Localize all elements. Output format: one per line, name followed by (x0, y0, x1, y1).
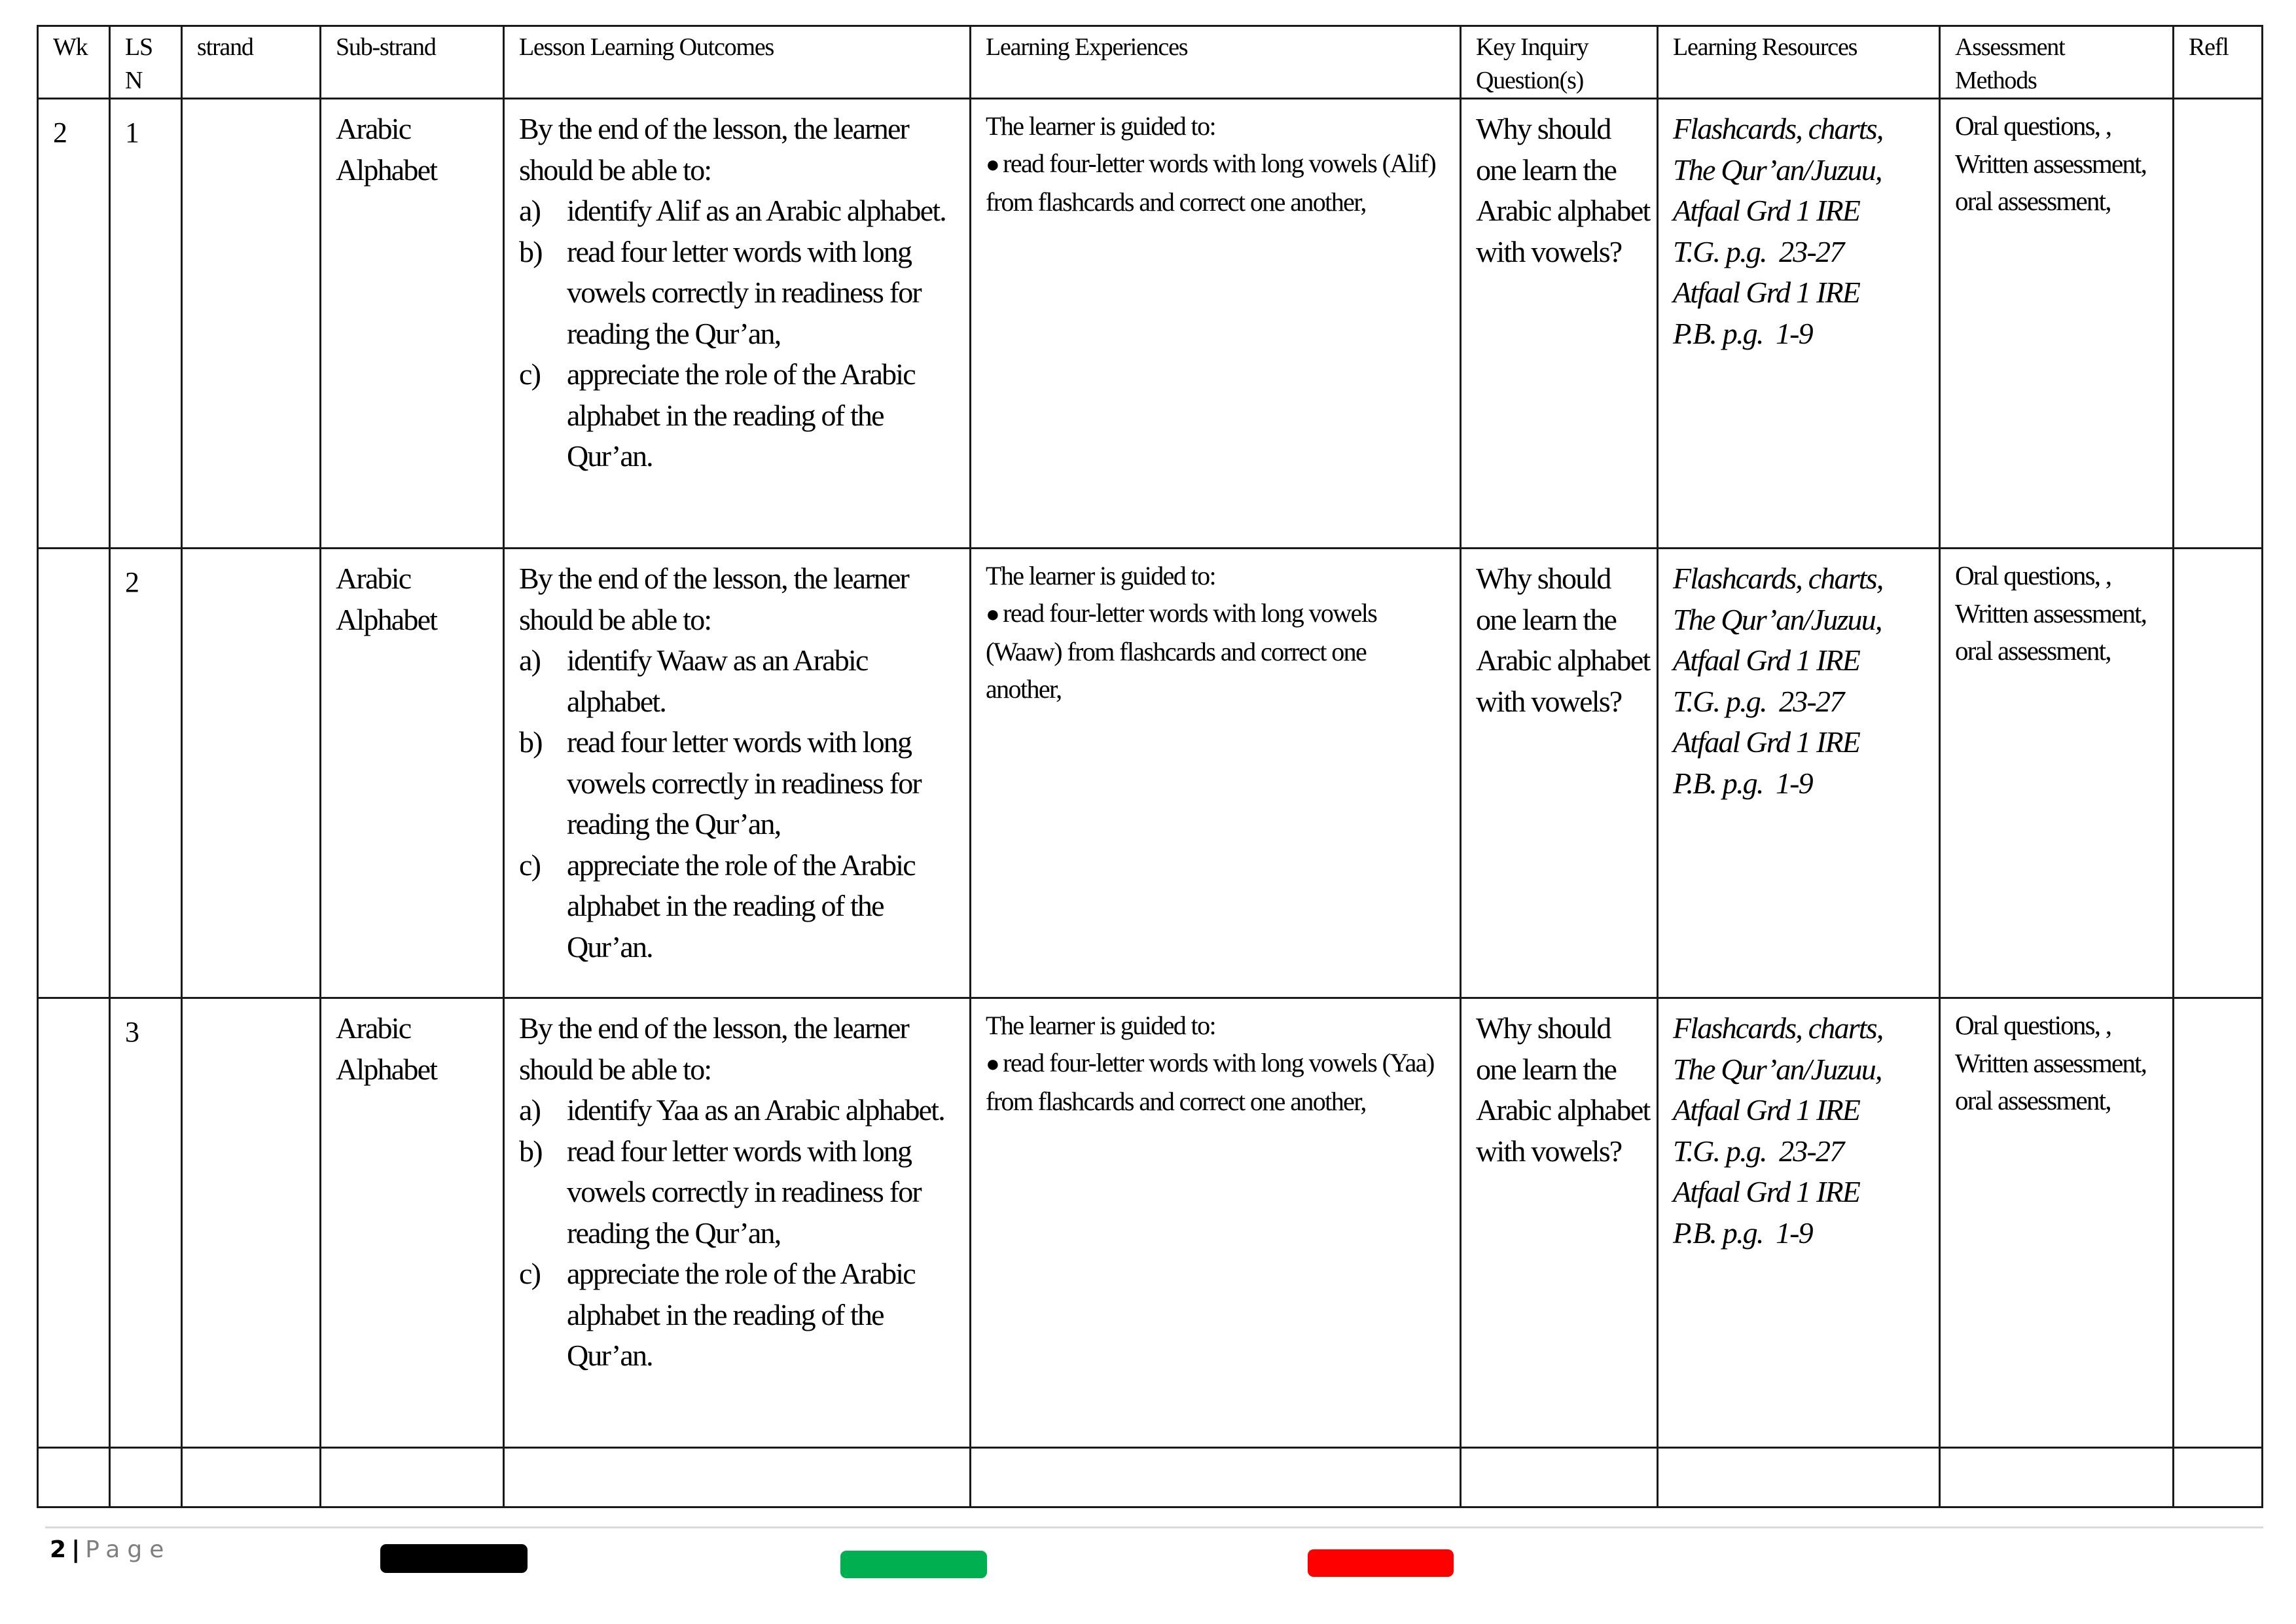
cell-learning-outcomes (504, 99, 971, 549)
outcome-text: appreciate the role of the Arabic alphabet in the reading of the Qur’an. (567, 1257, 915, 1372)
blank-cell (182, 1448, 321, 1507)
reflection-value (2174, 549, 2261, 558)
learning-outcomes (505, 99, 969, 477)
learning-experiences (971, 99, 1460, 221)
reflection-value (2174, 99, 2261, 109)
strand-value (183, 999, 319, 1008)
outcomes-intro: By the end of the lesson, the learner should be able to: (519, 562, 909, 636)
black-color-bar (380, 1544, 528, 1573)
cell-reflection (2174, 549, 2263, 998)
lesson-value: 3 (125, 1016, 139, 1048)
experiences-intro: The learner is guided to: (986, 1011, 1215, 1040)
outcome-item (519, 722, 963, 845)
cell-assessment-methods (1940, 99, 2174, 549)
resource-line: Atfaal Grd 1 IRE (1673, 1175, 1860, 1208)
cell-key-inquiry (1461, 99, 1658, 549)
outcome-item (519, 640, 963, 722)
cell-reflection (2174, 998, 2263, 1448)
week-value (39, 549, 109, 562)
bullet-icon: ● (986, 601, 999, 627)
page-footer (50, 1534, 171, 1566)
bullet-icon: ● (986, 1051, 999, 1077)
outcomes-intro: By the end of the lesson, the learner should be able to: (519, 1011, 909, 1086)
cell-learning-experiences (971, 99, 1461, 549)
resource-line: Atfaal Grd 1 IRE (1673, 725, 1860, 759)
cell-key-inquiry (1461, 549, 1658, 998)
outcome-text: identify Waaw as an Arabic alphabet. (567, 643, 868, 718)
header-lesson-number-text: LS N (125, 33, 152, 94)
week-value: 2 (53, 117, 67, 149)
cell-learning-outcomes (504, 998, 971, 1448)
outcome-text: appreciate the role of the Arabic alphabet in the reading of the Qur’an. (567, 848, 915, 964)
header-assessment-methods-text: Assessment Methods (1955, 33, 2065, 94)
learning-experiences (971, 999, 1460, 1120)
cell-week (38, 99, 110, 549)
outcome-text: read four letter words with long vowels correctly in readiness for reading the Qur’an, (567, 234, 921, 350)
outcome-text: appreciate the role of the Arabic alphabet in the reading of the Qur’an. (567, 357, 915, 473)
learning-resources (1659, 549, 1939, 804)
resource-line: Flashcards, charts, (1673, 112, 1883, 145)
red-color-bar (1308, 1549, 1454, 1577)
outcome-marker: c) (519, 1257, 541, 1290)
header-learning-resources: Learning Resources (1658, 26, 1940, 99)
outcome-marker: b) (519, 1134, 542, 1168)
header-sub-strand: Sub-strand (321, 26, 504, 99)
blank-cell (971, 1448, 1461, 1507)
resource-line: P.B. p.g. 1-9 (1673, 316, 1812, 350)
cell-assessment-methods (1940, 549, 2174, 998)
resource-line: Flashcards, charts, (1673, 562, 1883, 595)
table-header-row (38, 26, 2263, 99)
table-row (38, 99, 2263, 549)
outcomes-list (519, 640, 963, 967)
cell-learning-experiences (971, 549, 1461, 998)
assessment-methods: Oral questions, , Written assessment, oral assessment, (1955, 1010, 2147, 1115)
resource-line: Atfaal Grd 1 IRE (1673, 1093, 1860, 1127)
resource-line: P.B. p.g. 1-9 (1673, 1216, 1812, 1250)
resource-line: P.B. p.g. 1-9 (1673, 766, 1812, 800)
outcome-item (519, 845, 963, 968)
page-label: Page (85, 1536, 171, 1563)
outcome-item (519, 190, 963, 232)
blank-cell (2174, 1448, 2263, 1507)
resource-line: The Qur’an/Juzuu, (1673, 602, 1882, 636)
cell-sub-strand (321, 99, 504, 549)
cell-reflection (2174, 99, 2263, 549)
experiences-text: read four-letter words with long vowels (Yaa) from flashcards and correct one another, (986, 1048, 1434, 1116)
outcomes-list (519, 1090, 963, 1377)
sub-strand-value: Arabic Alphabet (336, 112, 437, 187)
cell-learning-outcomes (504, 549, 971, 998)
strand-value (183, 99, 319, 109)
outcome-marker: a) (519, 643, 541, 677)
blank-cell (110, 1448, 182, 1507)
outcome-marker: b) (519, 234, 542, 268)
key-inquiry-question: Why should one learn the Arabic alphabet with vowels? (1476, 562, 1650, 718)
cell-assessment-methods (1940, 998, 2174, 1448)
resource-line: Atfaal Grd 1 IRE (1673, 194, 1860, 227)
outcomes-intro: By the end of the lesson, the learner should be able to: (519, 112, 909, 187)
blank-cell (1940, 1448, 2174, 1507)
outcome-marker: c) (519, 848, 541, 882)
outcome-item (519, 1131, 963, 1254)
outcome-marker: a) (519, 1093, 541, 1127)
outcome-text: read four letter words with long vowels correctly in readiness for reading the Qur’an, (567, 725, 921, 840)
cell-sub-strand (321, 549, 504, 998)
experiences-item (986, 145, 1445, 221)
resource-line: T.G. p.g. 23-27 (1673, 1134, 1844, 1168)
key-inquiry-question: Why should one learn the Arabic alphabet with vowels? (1476, 112, 1650, 268)
assessment-methods: Oral questions, , Written assessment, oral assessment, (1955, 560, 2147, 666)
table-row (38, 549, 2263, 998)
header-key-inquiry: Key Inquiry Question(s) (1461, 26, 1658, 99)
lesson-value: 2 (125, 566, 139, 598)
scheme-of-work-table (37, 25, 2263, 1508)
assessment-methods: Oral questions, , Written assessment, oral assessment, (1955, 111, 2147, 216)
experiences-intro: The learner is guided to: (986, 561, 1215, 590)
cell-learning-resources (1658, 549, 1940, 998)
blank-table-row (38, 1448, 2263, 1507)
key-inquiry-question: Why should one learn the Arabic alphabet with vowels? (1476, 1011, 1650, 1168)
cell-sub-strand (321, 998, 504, 1448)
cell-strand (182, 99, 321, 549)
cell-strand (182, 998, 321, 1448)
sub-strand-value: Arabic Alphabet (336, 1011, 437, 1086)
strand-value (183, 549, 319, 558)
resource-line: Atfaal Grd 1 IRE (1673, 643, 1860, 677)
sub-strand-value: Arabic Alphabet (336, 562, 437, 636)
blank-cell (1658, 1448, 1940, 1507)
experiences-intro: The learner is guided to: (986, 111, 1215, 141)
header-assessment-methods (1940, 26, 2174, 99)
learning-outcomes (505, 549, 969, 967)
learning-experiences (971, 549, 1460, 708)
cell-lesson (110, 998, 182, 1448)
cell-learning-resources (1658, 99, 1940, 549)
footer-divider (45, 1526, 2263, 1528)
experiences-item (986, 594, 1445, 708)
header-reflection: Refl (2174, 26, 2263, 99)
blank-cell (504, 1448, 971, 1507)
lesson-value: 1 (125, 117, 139, 149)
outcome-marker: a) (519, 194, 541, 227)
outcome-text: identify Alif as an Arabic alphabet. (567, 194, 946, 227)
cell-week (38, 549, 110, 998)
table-row (38, 998, 2263, 1448)
outcome-item (519, 354, 963, 477)
resource-line: The Qur’an/Juzuu, (1673, 1052, 1882, 1086)
cell-week (38, 998, 110, 1448)
green-color-bar (840, 1551, 987, 1578)
outcome-text: read four letter words with long vowels correctly in readiness for reading the Qur’an, (567, 1134, 921, 1250)
cell-learning-resources (1658, 998, 1940, 1448)
header-learning-outcomes: Lesson Learning Outcomes (504, 26, 971, 99)
experiences-text: read four-letter words with long vowels (Alif) from flashcards and correct one another, (986, 149, 1436, 217)
week-value (39, 999, 109, 1012)
experiences-text: read four-letter words with long vowels (Waaw) from flashcards and correct one another, (986, 598, 1377, 704)
cell-strand (182, 549, 321, 998)
learning-outcomes (505, 999, 969, 1377)
cell-lesson (110, 99, 182, 549)
reflection-value (2174, 999, 2261, 1008)
outcome-item (519, 1254, 963, 1377)
outcome-item (519, 232, 963, 355)
blank-cell (38, 1448, 110, 1507)
header-strand: strand (182, 26, 321, 99)
page-number: 2 (50, 1536, 67, 1563)
bullet-icon: ● (986, 151, 999, 177)
cell-lesson (110, 549, 182, 998)
page-separator: | (71, 1536, 81, 1563)
cell-learning-experiences (971, 998, 1461, 1448)
learning-resources (1659, 999, 1939, 1254)
outcomes-list (519, 190, 963, 477)
outcome-marker: c) (519, 357, 541, 391)
experiences-item (986, 1044, 1445, 1120)
learning-resources (1659, 99, 1939, 354)
header-week: Wk (38, 26, 110, 99)
resource-line: T.G. p.g. 23-27 (1673, 234, 1844, 268)
outcome-item (519, 1090, 963, 1131)
blank-cell (321, 1448, 504, 1507)
header-learning-experiences: Learning Experiences (971, 26, 1461, 99)
resource-line: T.G. p.g. 23-27 (1673, 684, 1844, 718)
resource-line: Flashcards, charts, (1673, 1011, 1883, 1045)
cell-key-inquiry (1461, 998, 1658, 1448)
header-lesson-number (110, 26, 182, 99)
resource-line: Atfaal Grd 1 IRE (1673, 276, 1860, 309)
resource-line: The Qur’an/Juzuu, (1673, 153, 1882, 187)
outcome-text: identify Yaa as an Arabic alphabet. (567, 1093, 944, 1127)
blank-cell (1461, 1448, 1658, 1507)
outcome-marker: b) (519, 725, 542, 759)
